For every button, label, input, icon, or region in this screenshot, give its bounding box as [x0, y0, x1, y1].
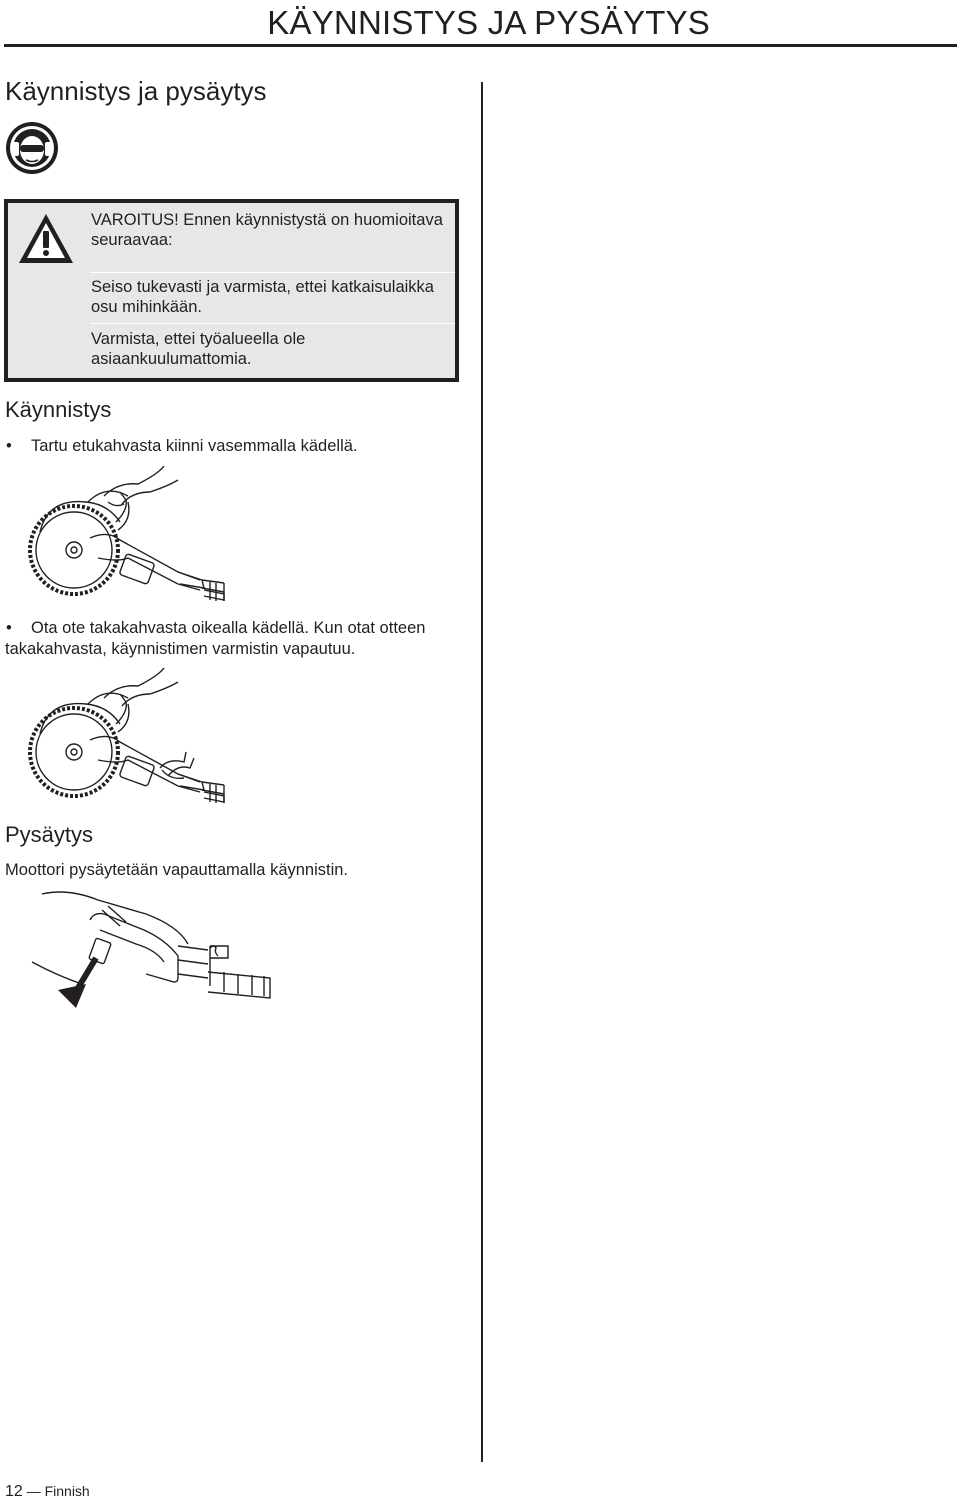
bullet-step-2: [5, 618, 445, 660]
bullet-mark: •: [6, 619, 12, 637]
starting-heading: Käynnistys: [5, 397, 112, 422]
stopping-heading: Pysäytys: [5, 822, 94, 847]
warning-triangle-icon: [16, 211, 76, 267]
warning-box: [4, 199, 459, 382]
warning-heading: VAROITUS! Ennen käynnistystä on huomioitava seuraavaa:: [91, 211, 443, 249]
bullet-mark: •: [6, 437, 12, 455]
warning-item: Seiso tukevasti ja varmista, ettei katkaisulaikka osu mihinkään.: [91, 278, 434, 316]
step-text: Ota ote takakahvasta oikealla kädellä. Kun otat otteen takakahvasta, käynnistimen varmistin vapautuu.: [5, 619, 426, 658]
step-text: Tartu etukahvasta kiinni vasemmalla kädellä.: [31, 437, 358, 455]
cutter-left-hand-illustration: [28, 462, 233, 612]
warning-separator: [90, 272, 455, 273]
eye-and-ear-protection-icon: [4, 120, 60, 176]
cutter-both-hands-illustration: [28, 664, 233, 814]
page-footer: [5, 1483, 90, 1501]
warning-item: Varmista, ettei työalueella ole asiaankuulumattomia.: [91, 330, 306, 368]
section-title: Käynnistys ja pysäytys: [5, 76, 267, 106]
warning-separator: [90, 323, 455, 324]
column-divider: [481, 82, 483, 1462]
footer-language: Finnish: [44, 1483, 90, 1499]
trigger-release-illustration: [28, 886, 278, 1008]
page-header-title: KÄYNNISTYS JA PYSÄYTYS: [267, 4, 710, 41]
header-rule: [4, 44, 957, 47]
bullet-step-1: [5, 436, 358, 457]
footer-dash: —: [26, 1483, 41, 1499]
stopping-text: Moottori pysäytetään vapauttamalla käynnistin.: [5, 861, 349, 879]
page-number: 12: [5, 1483, 23, 1500]
